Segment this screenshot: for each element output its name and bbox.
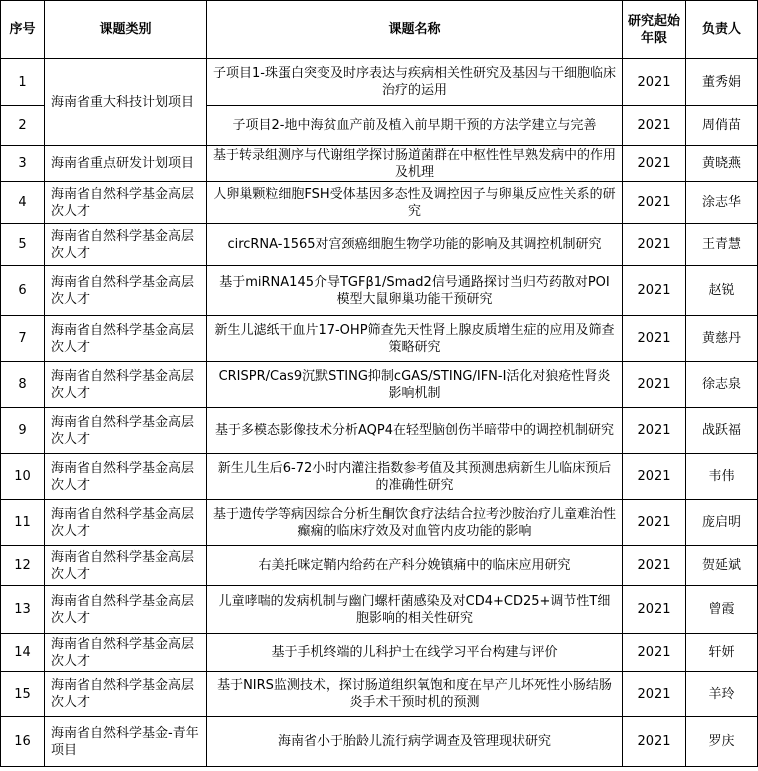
- cell-title: 子项目2-地中海贫血产前及植入前早期干预的方法学建立与完善: [207, 106, 623, 146]
- table-row: [1, 266, 758, 316]
- cell-category: 海南省自然科学基金高层次人才: [45, 266, 207, 316]
- cell-category: 海南省自然科学基金高层次人才: [45, 634, 207, 672]
- cell-leader: 韦伟: [686, 454, 758, 500]
- cell-title: 子项目1-珠蛋白突变及时序表达与疾病相关性研究及基因与干细胞临床治疗的运用: [207, 59, 623, 106]
- cell-leader: 庞启明: [686, 500, 758, 546]
- cell-category: 海南省自然科学基金高层次人才: [45, 586, 207, 634]
- cell-title: 右美托咪定鞘内给药在产科分娩镇痛中的临床应用研究: [207, 546, 623, 586]
- cell-no: 15: [1, 672, 45, 717]
- cell-no: 16: [1, 717, 45, 767]
- table-row: [1, 500, 758, 546]
- cell-title: 人卵巢颗粒细胞FSH受体基因多态性及调控因子与卵巢反应性关系的研究: [207, 182, 623, 224]
- cell-year: 2021: [623, 546, 686, 586]
- cell-title: 新生儿生后6-72小时内灌注指数参考值及其预测患病新生儿临床预后的准确性研究: [207, 454, 623, 500]
- cell-no: 3: [1, 146, 45, 182]
- cell-leader: 战跃福: [686, 408, 758, 454]
- cell-leader: 王青慧: [686, 224, 758, 266]
- cell-leader: 轩妍: [686, 634, 758, 672]
- cell-category: 海南省自然科学基金高层次人才: [45, 316, 207, 362]
- cell-year: 2021: [623, 224, 686, 266]
- cell-leader: 黄晓燕: [686, 146, 758, 182]
- table-row: [1, 146, 758, 182]
- cell-no: 1: [1, 59, 45, 106]
- table-row: [1, 717, 758, 767]
- cell-year: 2021: [623, 408, 686, 454]
- cell-title: 基于转录组测序与代谢组学探讨肠道菌群在中枢性性早熟发病中的作用及机理: [207, 146, 623, 182]
- cell-no: 12: [1, 546, 45, 586]
- cell-category: 海南省自然科学基金高层次人才: [45, 224, 207, 266]
- cell-leader: 曾霞: [686, 586, 758, 634]
- cell-year: 2021: [623, 672, 686, 717]
- table-row: [1, 586, 758, 634]
- cell-year: 2021: [623, 717, 686, 767]
- table-row: [1, 224, 758, 266]
- cell-year: 2021: [623, 59, 686, 106]
- table-row: [1, 182, 758, 224]
- cell-title: 海南省小于胎龄儿流行病学调查及管理现状研究: [207, 717, 623, 767]
- table-row: [1, 454, 758, 500]
- table-row: [1, 672, 758, 717]
- header-category: 课题类别: [45, 1, 207, 59]
- cell-no: 11: [1, 500, 45, 546]
- cell-category: 海南省自然科学基金-青年项目: [45, 717, 207, 767]
- cell-no: 6: [1, 266, 45, 316]
- cell-year: 2021: [623, 500, 686, 546]
- cell-year: 2021: [623, 316, 686, 362]
- cell-category: 海南省自然科学基金高层次人才: [45, 454, 207, 500]
- header-leader: 负责人: [686, 1, 758, 59]
- cell-year: 2021: [623, 182, 686, 224]
- cell-no: 10: [1, 454, 45, 500]
- cell-title: 基于NIRS监测技术，探讨肠道组织氧饱和度在早产儿坏死性小肠结肠炎手术干预时机的预测: [207, 672, 623, 717]
- cell-no: 13: [1, 586, 45, 634]
- cell-leader: 罗庆: [686, 717, 758, 767]
- cell-leader: 黄慈丹: [686, 316, 758, 362]
- cell-year: 2021: [623, 146, 686, 182]
- cell-title: 新生儿滤纸干血片17-OHP筛查先天性肾上腺皮质增生症的应用及筛查策略研究: [207, 316, 623, 362]
- cell-year: 2021: [623, 586, 686, 634]
- cell-year: 2021: [623, 454, 686, 500]
- cell-year: 2021: [623, 106, 686, 146]
- cell-title: 基于遗传学等病因综合分析生酮饮食疗法结合拉考沙胺治疗儿童难治性癫痫的临床疗效及对血管内皮功能的影响: [207, 500, 623, 546]
- cell-leader: 周俏苗: [686, 106, 758, 146]
- table-row: [1, 362, 758, 408]
- cell-category: 海南省自然科学基金高层次人才: [45, 546, 207, 586]
- cell-no: 7: [1, 316, 45, 362]
- cell-no: 9: [1, 408, 45, 454]
- cell-leader: 赵锐: [686, 266, 758, 316]
- cell-no: 5: [1, 224, 45, 266]
- cell-no: 4: [1, 182, 45, 224]
- header-year: 研究起始年限: [623, 1, 686, 59]
- header-no: 序号: [1, 1, 45, 59]
- cell-title: circRNA-1565对宫颈癌细胞生物学功能的影响及其调控机制研究: [207, 224, 623, 266]
- cell-title: 基于miRNA145介导TGFβ1/Smad2信号通路探讨当归芍药散对POI模型大鼠卵巢功能干预研究: [207, 266, 623, 316]
- cell-leader: 董秀娟: [686, 59, 758, 106]
- cell-category: 海南省自然科学基金高层次人才: [45, 500, 207, 546]
- cell-category: 海南省自然科学基金高层次人才: [45, 408, 207, 454]
- cell-year: 2021: [623, 266, 686, 316]
- cell-title: CRISPR/Cas9沉默STING抑制cGAS/STING/IFN-I活化对狼疮性肾炎影响机制: [207, 362, 623, 408]
- table-row: [1, 316, 758, 362]
- cell-no: 8: [1, 362, 45, 408]
- table-row: [1, 634, 758, 672]
- table-header-row: [1, 1, 758, 59]
- cell-category: 海南省自然科学基金高层次人才: [45, 362, 207, 408]
- cell-year: 2021: [623, 362, 686, 408]
- cell-category: 海南省重大科技计划项目: [45, 59, 207, 146]
- cell-title: 儿童哮喘的发病机制与幽门螺杆菌感染及对CD4+CD25+调节性T细胞影响的相关性研究: [207, 586, 623, 634]
- cell-title: 基于手机终端的儿科护士在线学习平台构建与评价: [207, 634, 623, 672]
- header-title: 课题名称: [207, 1, 623, 59]
- cell-no: 2: [1, 106, 45, 146]
- cell-leader: 羊玲: [686, 672, 758, 717]
- cell-category: 海南省自然科学基金高层次人才: [45, 182, 207, 224]
- table-row: [1, 408, 758, 454]
- cell-leader: 贺延斌: [686, 546, 758, 586]
- table-row: [1, 59, 758, 106]
- cell-category: 海南省重点研发计划项目: [45, 146, 207, 182]
- cell-leader: 徐志泉: [686, 362, 758, 408]
- cell-category: 海南省自然科学基金高层次人才: [45, 672, 207, 717]
- cell-no: 14: [1, 634, 45, 672]
- table-row: [1, 546, 758, 586]
- cell-year: 2021: [623, 634, 686, 672]
- cell-leader: 涂志华: [686, 182, 758, 224]
- cell-title: 基于多模态影像技术分析AQP4在轻型脑创伤半暗带中的调控机制研究: [207, 408, 623, 454]
